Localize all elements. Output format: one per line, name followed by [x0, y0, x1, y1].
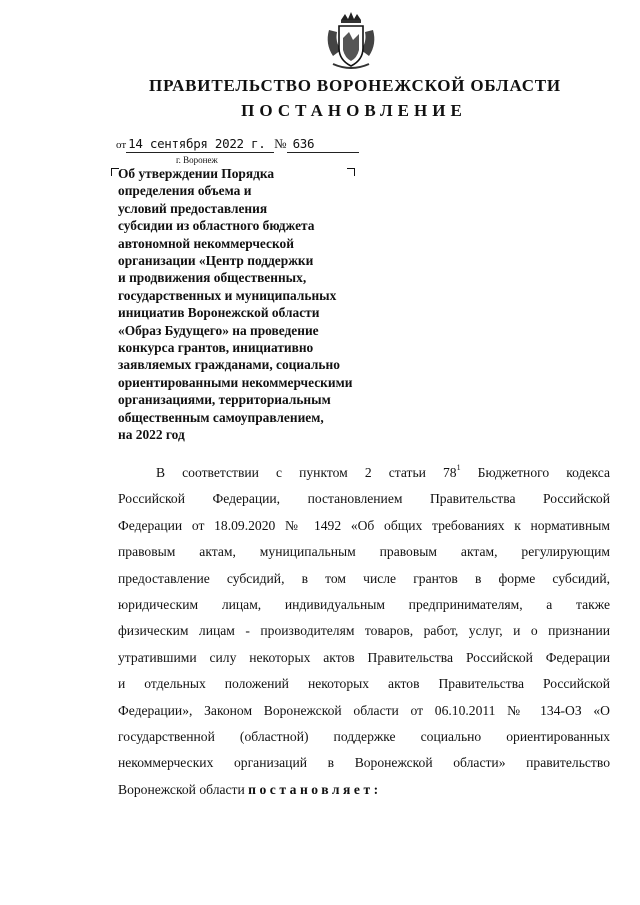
subject-line: инициатив Воронежской области: [118, 305, 320, 321]
document-type: ПОСТАНОВЛЕНИЕ: [241, 101, 467, 120]
subject-line: заявляемых гражданами, социально: [118, 357, 340, 373]
body-line: Федерации», Законом Воронежской области от 06.10.2011 № 134-ОЗ «О: [118, 702, 610, 718]
subject-line: Об утверждении Порядка: [118, 166, 275, 181]
document-number: 636: [292, 136, 315, 151]
document-date: 14 сентября 2022 г.: [128, 136, 266, 151]
body-line: юридическим лицам, индивидуальным предпринимателям, а также: [118, 596, 610, 612]
body-line: и отдельных положений некоторых актов Правительства Российской: [118, 676, 610, 692]
subject-line: автономной некоммерческой: [118, 235, 294, 251]
subject-line: ориентированными некоммерческими: [118, 374, 353, 390]
city: г. Воронеж: [176, 155, 218, 165]
body-line: В соответствии с пунктом 2 статьи $78^1$ Бюджетного кодекса: [156, 463, 610, 480]
number-sign: №: [274, 136, 287, 151]
body-line: государственной (областной) поддержке социально ориентированных: [118, 728, 610, 744]
subject-line: условий предоставления: [118, 200, 268, 216]
subject-line: организации «Центр поддержки: [118, 253, 314, 269]
body-line: физическим лицам - производителям товаров, работ, услуг, и о признании: [118, 623, 610, 639]
body-line: правовым актам, муниципальным правовым актам, регулирующим: [118, 544, 610, 560]
coat-of-arms-emblem: [323, 10, 379, 72]
subject-line: организациями, территориальным: [118, 392, 331, 408]
subject-line: конкурса грантов, инициативно: [118, 340, 314, 356]
subject-line: государственных и муниципальных: [118, 287, 337, 303]
subject-heading: [118, 165, 418, 444]
body-line: утратившими силу некоторых актов Правительства Российской Федерации: [118, 649, 610, 665]
subject-line: субсидии из областного бюджета: [118, 218, 315, 234]
subject-line: и продвижения общественных,: [118, 270, 307, 286]
body-line: предоставление субсидий, в том числе грантов в форме субсидий,: [118, 570, 610, 586]
organization-title: ПРАВИТЕЛЬСТВО ВОРОНЕЖСКОЙ ОБЛАСТИ: [149, 76, 561, 95]
date-number-line: [116, 136, 359, 153]
subject-line: на 2022 год: [118, 427, 185, 443]
body-line: Российской Федерации, постановлением Правительства Российской: [118, 491, 610, 507]
body-line: некоммерческих организаций в Воронежской области» правительство: [118, 755, 610, 771]
body-line: Федерации от 18.09.2020 № 1492 «Об общих требованиях к нормативным: [118, 517, 610, 533]
decree-word: постановляет:: [248, 781, 382, 797]
subject-line: «Образ Будущего» на проведение: [118, 322, 319, 338]
superscript: 1: [456, 463, 461, 472]
from-prefix: от: [116, 139, 127, 151]
body-line-final: Воронежской области постановляет:: [118, 781, 382, 797]
body-paragraph: [118, 460, 610, 803]
subject-line: определения объема и: [118, 183, 252, 199]
subject-line: общественным самоуправлением,: [118, 409, 324, 425]
